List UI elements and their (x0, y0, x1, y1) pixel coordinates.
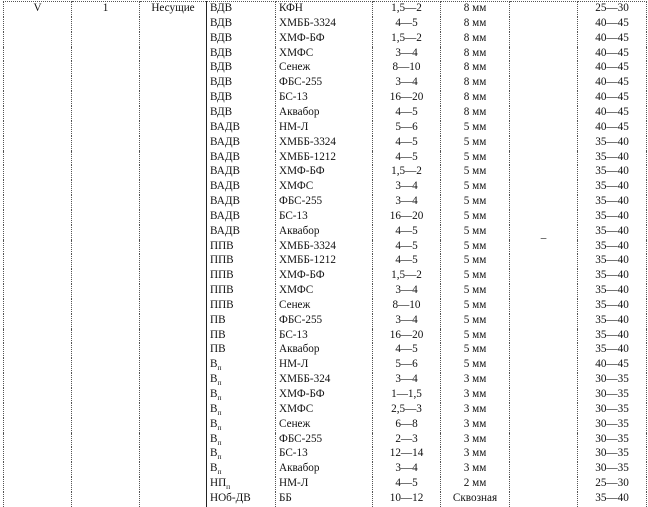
material-name: ФБС-255 (276, 195, 373, 210)
impregnation-depth: 5 мм (441, 343, 510, 358)
item-number: 1 (72, 2, 140, 507)
impregnation-depth: 5 мм (441, 254, 510, 269)
impregnation-depth: 2 мм (441, 477, 510, 492)
temperature-range: 35—40 (578, 180, 647, 195)
temperature-range: 35—40 (578, 151, 647, 166)
consumption-range: 4—5 (373, 225, 441, 240)
protection-code (207, 373, 276, 388)
protection-code-text: НОб-ДВ (210, 491, 251, 504)
protection-code-text: ВДВ (210, 76, 233, 89)
protection-code (207, 314, 276, 329)
material-name: БС-13 (276, 329, 373, 344)
material-name: НМ-Л (276, 358, 373, 373)
impregnation-depth: 5 мм (441, 195, 510, 210)
consumption-range: 1,5—2 (373, 32, 441, 47)
impregnation-depth: 5 мм (441, 269, 510, 284)
protection-code-text: ВАДВ (210, 224, 240, 237)
consumption-range: 3—4 (373, 76, 441, 91)
protection-code (207, 32, 276, 47)
material-name: Сенеж (276, 418, 373, 433)
protection-code-text: ВДВ (210, 91, 233, 104)
impregnation-depth: 8 мм (441, 32, 510, 47)
protection-code-text: ВАДВ (210, 180, 240, 193)
temperature-range: 35—40 (578, 329, 647, 344)
material-name: ХМББ-324 (276, 373, 373, 388)
impregnation-depth: 5 мм (441, 180, 510, 195)
protection-code (207, 299, 276, 314)
impregnation-depth: 8 мм (441, 76, 510, 91)
material-name: ХМФ-БФ (276, 165, 373, 180)
empty-value-dash: – (510, 2, 578, 507)
impregnation-depth: 3 мм (441, 403, 510, 418)
consumption-range: 12—14 (373, 447, 441, 462)
material-name: ХМББ-1212 (276, 254, 373, 269)
consumption-range: 4—5 (373, 343, 441, 358)
consumption-range: 3—4 (373, 195, 441, 210)
section-roman-numeral: V (4, 2, 72, 507)
protection-code (207, 433, 276, 448)
temperature-range: 30—35 (578, 433, 647, 448)
temperature-range: 35—40 (578, 210, 647, 225)
protection-code (207, 165, 276, 180)
protection-code-subscript: п (217, 422, 222, 432)
impregnation-depth: 8 мм (441, 91, 510, 106)
protection-code-text: ППВ (210, 298, 234, 311)
temperature-range: 35—40 (578, 343, 647, 358)
protection-code-text: В (210, 358, 218, 371)
material-name: КФН (276, 2, 373, 17)
material-name: ХМФС (276, 47, 373, 62)
protection-code (207, 225, 276, 240)
protection-code-text: ВАДВ (210, 150, 240, 163)
impregnation-depth: 8 мм (441, 17, 510, 32)
protection-code-text: В (210, 373, 218, 386)
material-name: ХМФС (276, 403, 373, 418)
impregnation-depth: 5 мм (441, 299, 510, 314)
temperature-range: 35—40 (578, 136, 647, 151)
protection-code (207, 462, 276, 477)
protection-code-text: ПВ (210, 343, 226, 356)
protection-code (207, 91, 276, 106)
protection-code (207, 121, 276, 136)
temperature-range: 40—45 (578, 91, 647, 106)
material-name: Аквабор (276, 106, 373, 121)
material-name: ХМББ-3324 (276, 240, 373, 255)
consumption-range: 3—4 (373, 373, 441, 388)
consumption-range: 1,5—2 (373, 269, 441, 284)
consumption-range: 1—1,5 (373, 388, 441, 403)
protection-code-text: ВАДВ (210, 165, 240, 178)
structure-type: Несущие (140, 2, 207, 507)
temperature-range: 30—35 (578, 388, 647, 403)
consumption-range: 3—4 (373, 314, 441, 329)
material-name: БС-13 (276, 91, 373, 106)
protection-code-text: ВАДВ (210, 195, 240, 208)
consumption-range: 3—4 (373, 47, 441, 62)
impregnation-depth: 5 мм (441, 358, 510, 373)
temperature-range: 35—40 (578, 314, 647, 329)
consumption-range: 16—20 (373, 210, 441, 225)
temperature-range: 30—35 (578, 447, 647, 462)
protection-code (207, 477, 276, 492)
consumption-range: 10—12 (373, 492, 441, 507)
impregnation-depth: 3 мм (441, 418, 510, 433)
temperature-range: 35—40 (578, 240, 647, 255)
consumption-range: 16—20 (373, 329, 441, 344)
material-name: НМ-Л (276, 121, 373, 136)
protection-code (207, 151, 276, 166)
consumption-range: 1,5—2 (373, 2, 441, 17)
consumption-range: 2,5—3 (373, 403, 441, 418)
temperature-range: 40—45 (578, 17, 647, 32)
impregnation-depth: 5 мм (441, 136, 510, 151)
consumption-range: 4—5 (373, 151, 441, 166)
temperature-range: 40—45 (578, 47, 647, 62)
impregnation-depth: 3 мм (441, 388, 510, 403)
material-name: ФБС-255 (276, 314, 373, 329)
impregnation-depth: 5 мм (441, 210, 510, 225)
temperature-range: 40—45 (578, 121, 647, 136)
material-name: ХМББ-1212 (276, 151, 373, 166)
material-name: ХМББ-3324 (276, 17, 373, 32)
consumption-range: 6—8 (373, 418, 441, 433)
protection-code-subscript: п (217, 467, 222, 477)
material-name: Аквабор (276, 225, 373, 240)
table-body (4, 2, 647, 507)
protection-code-text: В (210, 417, 218, 430)
protection-code-text: ППВ (210, 269, 234, 282)
consumption-range: 1,5—2 (373, 165, 441, 180)
impregnation-depth: Сквозная (441, 492, 510, 507)
impregnation-depth: 8 мм (441, 106, 510, 121)
material-name: Сенеж (276, 299, 373, 314)
impregnation-depth: 5 мм (441, 165, 510, 180)
impregnation-depth: 5 мм (441, 151, 510, 166)
material-name: ФБС-255 (276, 433, 373, 448)
impregnation-depth: 5 мм (441, 225, 510, 240)
protection-code (207, 180, 276, 195)
protection-code-text: В (210, 447, 218, 460)
protection-code-text: ВДВ (210, 61, 233, 74)
protection-code-subscript: п (217, 378, 222, 388)
protection-code-subscript: п (217, 452, 222, 462)
protection-code-subscript: п (217, 408, 222, 418)
impregnation-depth: 5 мм (441, 329, 510, 344)
material-name: Аквабор (276, 343, 373, 358)
protection-code (207, 2, 276, 17)
consumption-range: 8—10 (373, 299, 441, 314)
protection-code-text: ВДВ (210, 16, 233, 29)
consumption-range: 5—6 (373, 121, 441, 136)
material-name: ББ (276, 492, 373, 507)
protection-code (207, 17, 276, 32)
impregnation-depth: 5 мм (441, 314, 510, 329)
protection-code-text: ПВ (210, 328, 226, 341)
protection-code (207, 329, 276, 344)
protection-code-text: ВАДВ (210, 135, 240, 148)
consumption-range: 3—4 (373, 462, 441, 477)
protection-code (207, 418, 276, 433)
temperature-range: 40—45 (578, 106, 647, 121)
protection-code (207, 254, 276, 269)
consumption-range: 4—5 (373, 136, 441, 151)
impregnation-depth: 5 мм (441, 121, 510, 136)
temperature-range: 25—30 (578, 2, 647, 17)
protection-code-subscript: п (217, 363, 222, 373)
protection-code-subscript: п (217, 393, 222, 403)
temperature-range: 35—40 (578, 195, 647, 210)
protection-code-text: ВАДВ (210, 209, 240, 222)
temperature-range: 40—45 (578, 358, 647, 373)
consumption-range: 16—20 (373, 91, 441, 106)
protection-code-text: ППВ (210, 284, 234, 297)
protection-code-text: ВАДВ (210, 120, 240, 133)
consumption-range: 4—5 (373, 477, 441, 492)
protection-code (207, 61, 276, 76)
protection-code-text: ВДВ (210, 46, 233, 59)
protection-code (207, 284, 276, 299)
protection-code (207, 269, 276, 284)
protection-code-text: В (210, 388, 218, 400)
protection-code-text: ППВ (210, 254, 234, 267)
material-name: ХМФС (276, 284, 373, 299)
temperature-range: 35—40 (578, 492, 647, 507)
protection-code-text: ПВ (210, 313, 226, 326)
material-name: БС-13 (276, 210, 373, 225)
material-name: БС-13 (276, 447, 373, 462)
protection-code-text: В (210, 462, 218, 475)
temperature-range: 30—35 (578, 462, 647, 477)
temperature-range: 40—45 (578, 61, 647, 76)
protection-code-text: В (210, 402, 218, 415)
consumption-range: 3—4 (373, 180, 441, 195)
material-name: Сенеж (276, 61, 373, 76)
impregnation-depth: 3 мм (441, 433, 510, 448)
protection-code (207, 403, 276, 418)
protection-code (207, 106, 276, 121)
consumption-range: 5—6 (373, 358, 441, 373)
protection-code-subscript: п (217, 437, 222, 447)
consumption-range: 4—5 (373, 17, 441, 32)
protection-code (207, 136, 276, 151)
temperature-range: 35—40 (578, 299, 647, 314)
protection-code (207, 388, 276, 403)
temperature-range: 35—40 (578, 254, 647, 269)
material-name: ХМФ-БФ (276, 269, 373, 284)
material-name: ХМФ-БФ (276, 32, 373, 47)
temperature-range: 35—40 (578, 284, 647, 299)
material-name: НМ-Л (276, 477, 373, 492)
table-row (4, 2, 647, 17)
impregnation-depth: 8 мм (441, 47, 510, 62)
consumption-range: 4—5 (373, 254, 441, 269)
protection-code (207, 358, 276, 373)
consumption-range: 4—5 (373, 106, 441, 121)
impregnation-depth: 3 мм (441, 373, 510, 388)
impregnation-depth: 8 мм (441, 2, 510, 17)
temperature-range: 35—40 (578, 269, 647, 284)
temperature-range: 35—40 (578, 225, 647, 240)
protection-code (207, 195, 276, 210)
protection-code (207, 447, 276, 462)
protection-code-text: ППВ (210, 239, 234, 252)
impregnation-depth: 3 мм (441, 462, 510, 477)
protection-code (207, 240, 276, 255)
temperature-range: 30—35 (578, 403, 647, 418)
protection-code-subscript: п (226, 482, 231, 492)
temperature-range: 35—40 (578, 165, 647, 180)
material-name: ХМББ-3324 (276, 136, 373, 151)
temperature-range: 25—30 (578, 477, 647, 492)
consumption-range: 3—4 (373, 284, 441, 299)
protection-code (207, 343, 276, 358)
temperature-range: 40—45 (578, 76, 647, 91)
protection-code (207, 76, 276, 91)
wood-protection-table (3, 1, 647, 507)
impregnation-depth: 8 мм (441, 61, 510, 76)
impregnation-depth: 5 мм (441, 284, 510, 299)
material-name: ХМФС (276, 180, 373, 195)
temperature-range: 30—35 (578, 418, 647, 433)
temperature-range: 30—35 (578, 373, 647, 388)
protection-code-text: ВДВ (210, 105, 233, 118)
protection-code (207, 47, 276, 62)
material-name: Аквабор (276, 462, 373, 477)
impregnation-depth: 3 мм (441, 447, 510, 462)
impregnation-depth: 5 мм (441, 240, 510, 255)
protection-code-text: ВДВ (210, 2, 233, 14)
consumption-range: 2—3 (373, 433, 441, 448)
consumption-range: 4—5 (373, 240, 441, 255)
protection-code (207, 210, 276, 225)
protection-code-text: В (210, 432, 218, 445)
material-name: ФБС-255 (276, 76, 373, 91)
temperature-range: 40—45 (578, 32, 647, 47)
protection-code (207, 492, 276, 507)
protection-code-text: ВДВ (210, 31, 233, 44)
protection-code-text: НП (210, 477, 227, 490)
consumption-range: 8—10 (373, 61, 441, 76)
material-name: ХМФ-БФ (276, 388, 373, 403)
